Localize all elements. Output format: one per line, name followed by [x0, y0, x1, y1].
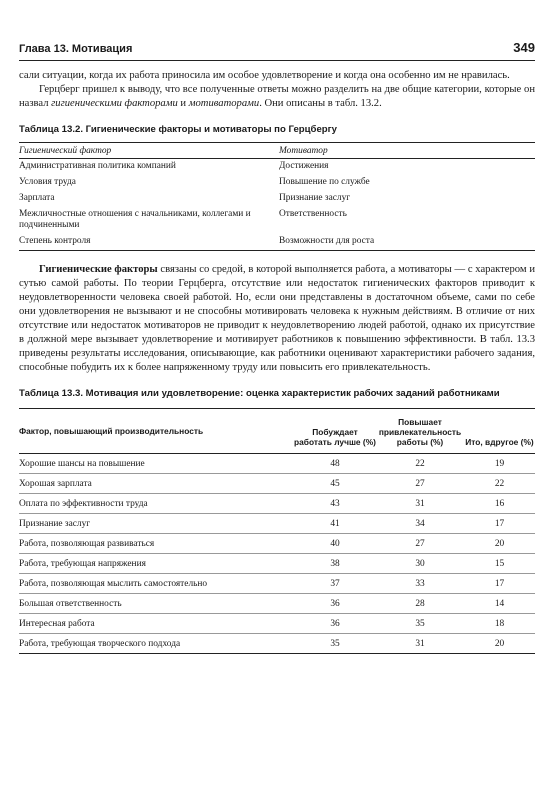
table-row [19, 494, 535, 514]
attractiveness-cell: 30 [376, 554, 464, 574]
paragraph-3-text: связаны со средой, в которой выполняется работа, а мотиваторы — с характером и сутью самой работы. По теории Герцберга, отсутствие или недостаток гигиенических факторов приводит к неудовлетворенности человека своей работой. Но, если они представлены в достаточном объеме, сами по себе они удовлетворения не вызывают и не способны мотивировать человека к нужным действиям. В отличие от них отсутствие или недостаток мотиваторов не приводит к неудовлетворению людей работой, однако их присутствие в должной мере вызывает удовлетворение и мотивирует работников к повышению эффективности. В табл. 13.3 приведены результаты исследования, описывающие, как работники оценивают характеристики рабочего задания, способные побудить их к более напряженному труду или повысить его привлекательность. [19, 264, 535, 373]
table-row [19, 614, 535, 634]
better-work-cell: 40 [294, 534, 376, 554]
factor-cell: Интересная работа [19, 614, 294, 634]
better-work-cell: 48 [294, 454, 376, 474]
attractiveness-cell: 34 [376, 514, 464, 534]
table-header-row [19, 409, 535, 454]
other-cell: 20 [464, 534, 535, 554]
table-row [19, 474, 535, 494]
factor-cell: Работа, требующая напряжения [19, 554, 294, 574]
hygiene-factor-cell: Степень контроля [19, 236, 91, 246]
table-row [19, 534, 535, 554]
table-row [19, 514, 535, 534]
better-work-cell: 41 [294, 514, 376, 534]
other-cell: 17 [464, 574, 535, 594]
other-cell: 15 [464, 554, 535, 574]
factor-cell: Большая ответственность [19, 594, 294, 614]
other-cell: 20 [494, 639, 505, 649]
better-work-cell: 38 [294, 554, 376, 574]
attractiveness-cell: 31 [415, 639, 425, 649]
other-cell: 16 [464, 494, 535, 514]
column-header: Повышает привлекательность работы (%) [376, 409, 464, 454]
column-header: Гигиенический фактор [19, 143, 279, 159]
column-header: Ито, вдругое (%) [464, 409, 535, 454]
attractiveness-cell: 27 [376, 474, 464, 494]
table-13-3 [19, 408, 535, 654]
paragraph-3 [19, 263, 535, 375]
table-row [19, 634, 535, 654]
factor-cell: Работа, позволяющая развиваться [19, 534, 294, 554]
factor-cell: Работа, требующая творческого подхода [19, 639, 181, 649]
term-bold: Гигиенические факторы [39, 264, 158, 275]
paragraph-2-text: Герцберг пришел к выводу, что все полученные ответы можно разделить на две общие категории, которые он назвал [19, 84, 535, 109]
other-cell: 18 [464, 614, 535, 634]
chapter-title: Глава 13. Мотивация [19, 43, 133, 55]
attractiveness-cell: 31 [376, 494, 464, 514]
motivator-cell: Повышение по службе [279, 177, 370, 187]
column-header: Побуждает работать лучше (%) [294, 409, 376, 454]
better-work-cell: 36 [294, 594, 376, 614]
attractiveness-cell: 27 [376, 534, 464, 554]
motivator-cell: Признание заслуг [279, 193, 351, 203]
other-cell: 19 [464, 454, 535, 474]
hygiene-factor-cell: Условия труда [19, 177, 76, 187]
table-13-3-caption: Таблица 13.3. Мотивация или удовлетворение: оценка характеристик рабочих заданий работниками [19, 388, 500, 399]
table-row [19, 554, 535, 574]
table-row [19, 234, 535, 251]
hygiene-factor-cell: Административная политика компаний [19, 161, 176, 171]
table-row [19, 159, 535, 176]
table-row [19, 594, 535, 614]
motivator-cell: Достижения [279, 161, 329, 171]
better-work-cell: 43 [294, 494, 376, 514]
factor-cell: Признание заслуг [19, 514, 294, 534]
column-header: Мотиватор [279, 143, 535, 159]
attractiveness-cell: 35 [376, 614, 464, 634]
better-work-cell: 36 [294, 614, 376, 634]
paragraph-2 [19, 83, 535, 111]
running-header [19, 40, 535, 61]
term-hygiene-factors: гигиеническими факторами [51, 98, 178, 109]
table-row [19, 175, 535, 191]
motivator-cell: Ответственность [279, 209, 347, 219]
motivator-cell: Возможности для роста [279, 236, 375, 246]
table-row [19, 574, 535, 594]
other-cell: 17 [464, 514, 535, 534]
book-page [19, 40, 535, 654]
table-13-2 [19, 142, 535, 251]
hygiene-factor-cell: Межличностные отношения с начальниками, коллегами и подчиненными [19, 209, 251, 230]
better-work-cell: 35 [330, 639, 340, 649]
table-row [19, 207, 535, 234]
other-cell: 22 [464, 474, 535, 494]
page-number: 349 [513, 40, 535, 55]
attractiveness-cell: 22 [376, 454, 464, 474]
table-header-row [19, 143, 535, 159]
paragraph-2-end: . Они описаны в табл. 13.2. [259, 98, 382, 109]
factor-cell: Оплата по эффективности труда [19, 494, 294, 514]
term-motivators: мотиваторами [188, 98, 260, 109]
better-work-cell: 45 [294, 474, 376, 494]
factor-cell: Работа, позволяющая мыслить самостоятельно [19, 574, 294, 594]
attractiveness-cell: 28 [376, 594, 464, 614]
other-cell: 14 [464, 594, 535, 614]
factor-cell: Хорошие шансы на повышение [19, 454, 294, 474]
attractiveness-cell: 33 [376, 574, 464, 594]
table-row [19, 454, 535, 474]
column-header: Фактор, повышающий производительность [19, 409, 294, 454]
table-row [19, 191, 535, 207]
table-13-2-caption: Таблица 13.2. Гигиенические факторы и мотиваторы по Герцбергу [19, 124, 337, 135]
paragraph-2-and: и [177, 98, 189, 109]
better-work-cell: 37 [294, 574, 376, 594]
factor-cell: Хорошая зарплата [19, 474, 294, 494]
paragraph-1: сали ситуации, когда их работа приносила им особое удовлетворение и когда она особенно им не нравилась. [19, 70, 510, 81]
hygiene-factor-cell: Зарплата [19, 193, 55, 203]
